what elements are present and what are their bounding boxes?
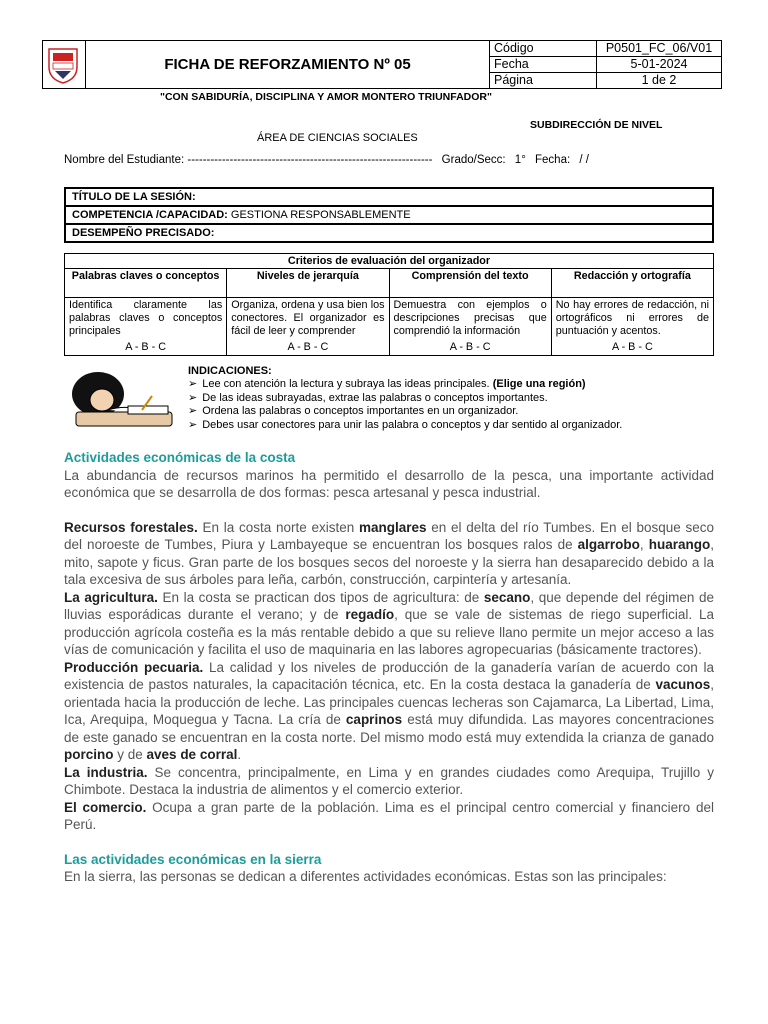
section-heading-sierra: Las actividades económicas en la sierra [64,851,322,867]
header-value-codigo: P0501_FC_06/V01 [597,41,722,57]
indication-item [188,405,622,418]
criteria-table [64,253,714,356]
paragraph-industria: La industria. Se concentra, principalmente, en Lima y en grandes ciudades como Arequipa, Trujillo y Chimbote. Destaca la industria de alimentos y el comercio exterior. [64,764,715,797]
school-motto: "CON SABIDURÍA, DISCIPLINA Y AMOR MONTERO TRIUNFADOR" [160,91,492,103]
session-table [64,187,714,243]
criteria-grade: A - B - C [125,341,167,353]
term-industria: La industria. [64,764,148,780]
document-header-table [42,40,722,89]
desempeno-label: DESEMPEÑO PRECISADO: [72,227,215,239]
fecha-label: Fecha: [535,154,571,166]
header-value-pagina: 1 de 2 [597,73,722,89]
indications-block [188,365,622,432]
school-crest-icon [45,45,81,85]
paragraph-pecuaria: Producción pecuaria. La calidad y los niveles de producción de la ganadería varían de acuerdo con la existencia de pastos naturales, la capacitación técnica, etc. En la costa destaca la ganadería de vacunos, orientada hacia la producción de leche. Las principales cuencas lecheras son Cajamarca, La Libertad, Lima, Ica, Arequipa, Moquegua y Tacna. La cría de caprinos está muy difundida. Las mayores concentraciones de este ganado se encuentran en la costa norte. Del mismo modo está muy extendida la crianza de ganado porcino y de aves de corral. [64,659,714,762]
section-heading-costa: Actividades económicas de la costa [64,450,296,465]
document-title: FICHA DE REFORZAMIENTO Nº 05 [86,41,490,89]
session-title-row [65,188,713,206]
fecha-value: / / [579,154,589,166]
reading-content [64,449,714,886]
criteria-grade: A - B - C [611,341,653,353]
indication-item [188,419,622,432]
area-label: ÁREA DE CIENCIAS SOCIALES [257,132,418,144]
criteria-header: Niveles de jerarquía [227,269,389,298]
student-info-line [64,154,595,166]
criteria-description: Organiza, ordena y usa bien los conectores. El organizador es fácil de leer y comprender [231,299,385,337]
desempeno-row [65,224,713,242]
criteria-description: Demuestra con ejemplos o descripciones precisas que comprendió la información [393,299,547,337]
header-label-pagina: Página [490,73,597,89]
criteria-description: No hay errores de redacción, ni ortográficos ni errores de puntuación y acentos. [555,299,709,337]
criteria-cell [389,298,551,356]
indication-item [188,392,622,405]
competencia-label: COMPETENCIA /CAPACIDAD: [72,209,228,221]
term-agricultura: La agricultura. [64,589,158,605]
paragraph-pesca: La abundancia de recursos marinos ha permitido el desarrollo de la pesca, una importante actividad económica que se desarrolla de dos formas: pesca artesanal y pesca industrial. [64,467,714,500]
indication-emphasis: (Elige una región) [492,378,586,391]
criteria-grade: A - B - C [449,341,491,353]
competencia-row [65,206,713,224]
paragraph-comercio: El comercio. Ocupa a gran parte de la población. Lima es el principal centro comercial y financiero del Perú. [64,799,714,832]
criteria-caption: Criterios de evaluación del organizador [65,254,714,269]
paragraph-forestales: Recursos forestales. En la costa norte existen manglares en el delta del río Tumbes. En el bosque seco del noroeste de Tumbes, Piura y Lambayeque se encuentran los bosques ralos de algarrobo, huarango, mito, sapote y ficus. Gran parte de los bosques secos del noroeste y la sierra han desaparecido debido a la tala excesiva de sus árboles para leña, carbón, construcción, carpintería y artesanía. [64,519,714,587]
criteria-cell [65,298,227,356]
session-title-label: TÍTULO DE LA SESIÓN: [72,191,196,203]
criteria-cell [551,298,713,356]
grado-label: Grado/Secc: [441,154,506,166]
criteria-header: Redacción y ortografía [551,269,713,298]
student-name-label: Nombre del Estudiante: ---------------------------------------------------------------- [64,154,433,166]
competencia-value: GESTIONA RESPONSABLEMENTE [230,209,411,221]
indication-text: Lee con atención la lectura y subraya las ideas principales. [202,378,490,391]
criteria-grade: A - B - C [287,341,329,353]
header-value-fecha: 5-01-2024 [597,57,722,73]
term-pecuaria: Producción pecuaria. [64,659,204,675]
indications-list [188,378,622,432]
header-label-fecha: Fecha [490,57,597,73]
criteria-header: Palabras claves o conceptos [65,269,227,298]
grado-value: 1° [514,154,526,166]
paragraph-sierra: En la sierra, las personas se dedican a diferentes actividades económicas. Estas son las principales: [64,869,667,884]
criteria-cell [227,298,389,356]
term-comercio: El comercio. [64,799,147,815]
criteria-description: Identifica claramente las palabras claves o conceptos principales [69,299,223,337]
term-forestales: Recursos forestales. [64,519,198,535]
girl-writing-illustration [68,366,180,436]
header-label-codigo: Código [490,41,597,57]
indications-title: INDICACIONES: [188,365,272,377]
criteria-header: Comprensión del texto [389,269,551,298]
paragraph-agricultura: La agricultura. En la costa se practican dos tipos de agricultura: de secano, que depende del régimen de lluvias esporádicas durante el verano; y de regadío, que se vale de sistemas de riego superficial. La producción agrícola costeña es la más rentable debido a que su relieve llano permite un mejor acceso a las vías de comunicación y facilita el uso de maquinaria en las labores agropecuarias (básicamente tractores). [64,589,714,657]
subdireccion-label: SUBDIRECCIÓN DE NIVEL [530,119,663,131]
indication-item [188,378,622,391]
indication-text: Debes usar conectores para unir las palabra o conceptos y dar sentido al organizador. [202,418,623,431]
indication-text: Ordena las palabras o conceptos importantes en un organizador. [202,405,519,418]
indication-text: De las ideas subrayadas, extrae las palabras o conceptos importantes. [202,391,548,404]
school-logo [43,41,86,89]
